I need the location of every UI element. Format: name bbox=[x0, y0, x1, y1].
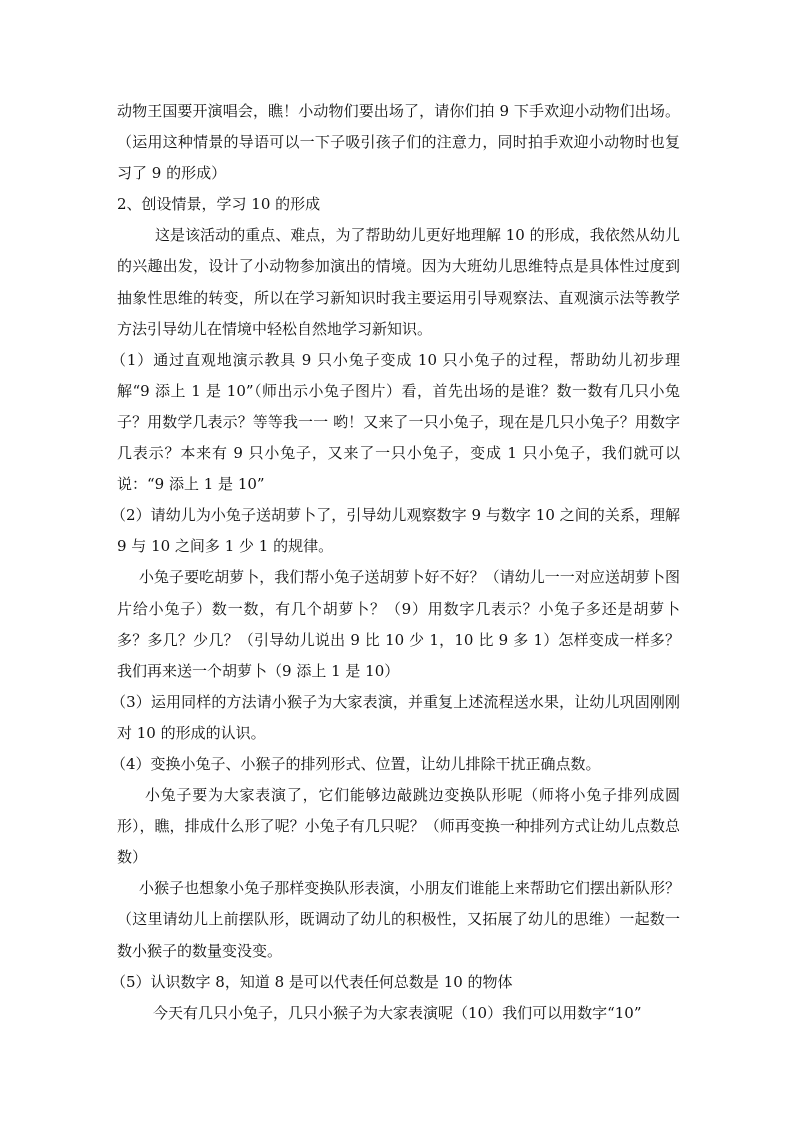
paragraph-carrot: 小兔子要吃胡萝卜，我们帮小兔子送胡萝卜好不好？（请幼儿一一对应送胡萝卜图片给小兔子）数一数，有几个胡萝卜？（9）用数字几表示？小兔子多还是胡萝卜多？多几？少几？（引导幼儿说出 9 比 10 少 1，10 比 9 多 1）怎样变成一样多？我们再来送一个胡萝卜（9 添上 1 是 10） bbox=[117, 568, 680, 680]
document-body bbox=[111, 96, 680, 1029]
section-heading: 2、创设情景，学习 10 的形成 bbox=[117, 195, 321, 214]
paragraph-number-ten: 今天有几只小兔子，几只小猴子为大家表演呢（10）我们可以用数字“10” bbox=[153, 1003, 642, 1022]
paragraph-rabbit-formation: 小兔子要为大家表演了，它们能够边敲跳边变换队形呢（师将小兔子排列成圆形），瞧，排成什么形了呢？小兔子有几只呢？（师再变换一种排列方式让幼儿点数总数） bbox=[117, 786, 680, 867]
paragraph-step-3: （3）运用同样的方法请小猴子为大家表演，并重复上述流程送水果，让幼儿巩固刚刚对 10 的形成的认识。 bbox=[111, 692, 680, 742]
paragraph-monkey-formation: 小猴子也想象小兔子那样变换队形表演，小朋友们谁能上来帮助它们摆出新队形？（这里请幼儿上前摆队形，既调动了幼儿的积极性，又拓展了幼儿的思维）一起数一数小猴子的数量变没变。 bbox=[117, 879, 680, 960]
paragraph-step-4: （4）变换小兔子、小猴子的排列形式、位置，让幼儿排除干扰正确点数。 bbox=[111, 754, 601, 773]
paragraph-step-1: （1）通过直观地演示教具 9 只小兔子变成 10 只小兔子的过程，帮助幼儿初步理解“9 添上 1 是 10”（师出示小兔子图片）看，首先出场的是谁？数一数有几只小兔子？用数学几表示？等等我一一 哟！又来了一只小兔子，现在是几只小兔子？用数字几表示？本来有 9 只小兔子，又来了一只小兔子，变成 1 只小兔子，我们就可以说：“9 添上 1 是 10” bbox=[111, 350, 680, 494]
paragraph-step-5: （5）认识数字 8，知道 8 是可以代表任何总数是 10 的物体 bbox=[111, 972, 513, 991]
paragraph-intro: 动物王国要开演唱会，瞧！小动物们要出场了，请你们拍 9 下手欢迎小动物们出场。（运用这种情景的导语可以一下子吸引孩子们的注意力，同时拍手欢迎小动物时也复习了 9 的形成） bbox=[117, 102, 680, 183]
paragraph-overview: 这是该活动的重点、难点，为了帮助幼儿更好地理解 10 的形成，我依然从幼儿的兴趣出发，设计了小动物参加演出的情境。因为大班幼儿思维特点是具体性过度到抽象性思维的转变，所以在学习新知识时我主要运用引导观察法、直观演示法等教学方法引导幼儿在情境中轻松自然地学习新知识。 bbox=[117, 226, 680, 338]
paragraph-step-2: （2）请幼儿为小兔子送胡萝卜了，引导幼儿观察数字 9 与数字 10 之间的关系，理解 9 与 10 之间多 1 少 1 的规律。 bbox=[111, 506, 680, 556]
